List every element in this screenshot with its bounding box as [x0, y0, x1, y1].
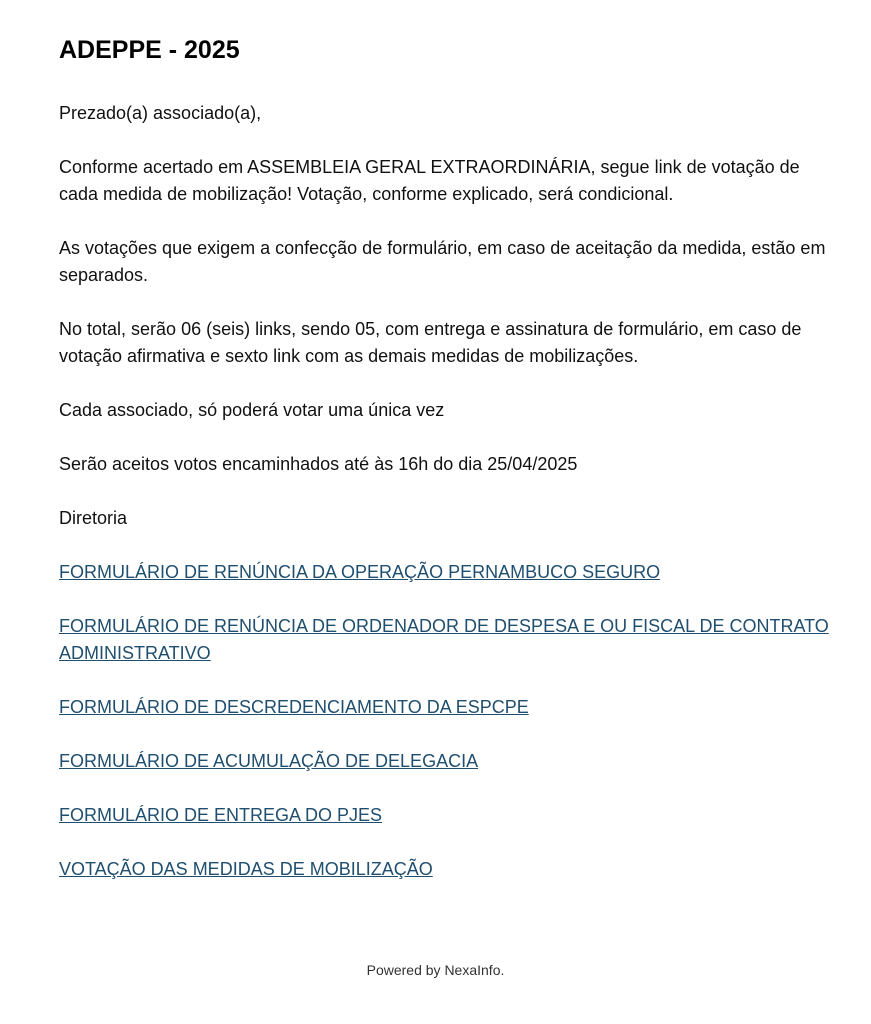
paragraph-assembly: Conforme acertado em ASSEMBLEIA GERAL EXTRAORDINÁRIA, segue link de votação de cada medida de mobilização! Votação, conforme explicado, será condicional. — [59, 157, 800, 204]
link-votacao-medidas[interactable]: VOTAÇÃO DAS MEDIDAS DE MOBILIZAÇÃO — [59, 859, 433, 879]
paragraph-total-links: No total, serão 06 (seis) links, sendo 05, com entrega e assinatura de formulário, em caso de votação afirmativa e sexto link com as demais medidas de mobilizações. — [59, 319, 802, 366]
paragraph-deadline: Serão aceitos votos encaminhados até às 16h do dia 25/04/2025 — [59, 454, 578, 474]
link-descredenciamento[interactable]: FORMULÁRIO DE DESCREDENCIAMENTO DA ESPCPE — [59, 697, 529, 717]
email-title: ADEPPE - 2025 — [59, 36, 240, 64]
greeting: Prezado(a) associado(a), — [59, 103, 262, 123]
link-acumulacao-delegacia[interactable]: FORMULÁRIO DE ACUMULAÇÃO DE DELEGACIA — [59, 751, 479, 771]
link-renuncia-operacao[interactable]: FORMULÁRIO DE RENÚNCIA DA OPERAÇÃO PERNAMBUCO SEGURO — [59, 562, 661, 582]
signature: Diretoria — [59, 508, 128, 528]
paragraph-forms: As votações que exigem a confecção de formulário, em caso de aceitação da medida, estão em separados. — [59, 238, 826, 285]
link-entrega-pjes[interactable]: FORMULÁRIO DE ENTREGA DO PJES — [59, 805, 383, 825]
paragraph-single-vote: Cada associado, só poderá votar uma única vez — [59, 400, 445, 420]
email-body — [59, 34, 829, 910]
footer-powered-by: Powered by NexaInfo. — [366, 962, 505, 978]
link-renuncia-ordenador[interactable]: FORMULÁRIO DE RENÚNCIA DE ORDENADOR DE DESPESA E OU FISCAL DE CONTRATO ADMINISTRATIVO — [59, 616, 829, 663]
